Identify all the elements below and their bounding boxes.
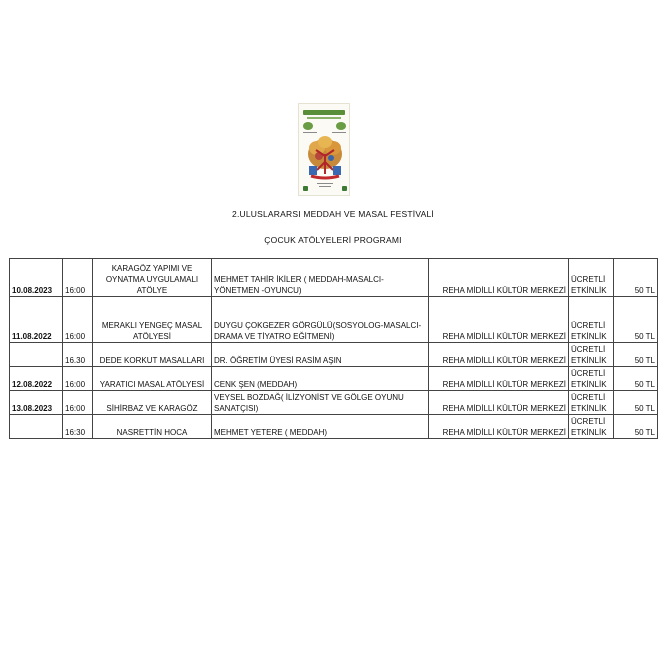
venue-cell: REHA MİDİLLİ KÜLTÜR MERKEZİ — [429, 343, 569, 367]
trainer-cell: DUYGU ÇOKGEZER GÖRGÜLÜ(SOSYOLOG-MASALCI-DRAMA VE TİYATRO EĞİTMENİ) — [212, 297, 429, 343]
time-cell: 16.30 — [63, 343, 93, 367]
date-cell — [10, 415, 63, 439]
type-cell: ÜCRETLİ ETKİNLİK — [569, 297, 614, 343]
time-cell: 16:00 — [63, 297, 93, 343]
sponsor-logo-icon — [342, 186, 347, 191]
table-row — [10, 391, 658, 415]
sponsor-logo-icon — [303, 186, 308, 191]
type-cell: ÜCRETLİ ETKİNLİK — [569, 415, 614, 439]
poster-text-line — [317, 183, 333, 184]
activity-cell: YARATICI MASAL ATÖLYESİ — [93, 367, 212, 391]
festival-poster-image — [298, 103, 350, 196]
venue-cell: REHA MİDİLLİ KÜLTÜR MERKEZİ — [429, 367, 569, 391]
price-cell: 50 TL — [614, 415, 658, 439]
type-cell: ÜCRETLİ ETKİNLİK — [569, 391, 614, 415]
time-cell: 16:00 — [63, 391, 93, 415]
table-row — [10, 343, 658, 367]
time-cell: 16:00 — [63, 367, 93, 391]
type-cell: ÜCRETLİ ETKİNLİK — [569, 259, 614, 297]
trainer-cell: DR. ÖĞRETİM ÜYESİ RASİM AŞIN — [212, 343, 429, 367]
activity-cell: KARAGÖZ YAPIMI VE OYNATMA UYGULAMALI ATÖLYE — [93, 259, 212, 297]
table-row — [10, 415, 658, 439]
date-cell: 11.08.2022 — [10, 297, 63, 343]
price-cell: 50 TL — [614, 259, 658, 297]
trainer-cell: CENK ŞEN (MEDDAH) — [212, 367, 429, 391]
table-row — [10, 259, 658, 297]
poster-sponsor-logos — [303, 186, 347, 191]
table-row — [10, 297, 658, 343]
date-cell — [10, 343, 63, 367]
date-cell: 12.08.2022 — [10, 367, 63, 391]
date-cell: 13.08.2023 — [10, 391, 63, 415]
program-title: ÇOCUK ATÖLYELERİ PROGRAMI — [264, 235, 402, 245]
activity-cell: NASRETTİN HOCA — [93, 415, 212, 439]
venue-cell: REHA MİDİLLİ KÜLTÜR MERKEZİ — [429, 297, 569, 343]
activity-cell: DEDE KORKUT MASALLARI — [93, 343, 212, 367]
price-cell: 50 TL — [614, 391, 658, 415]
price-cell: 50 TL — [614, 297, 658, 343]
venue-cell: REHA MİDİLLİ KÜLTÜR MERKEZİ — [429, 391, 569, 415]
time-cell: 16:00 — [63, 259, 93, 297]
trainer-cell: MEHMET YETERE ( MEDDAH) — [212, 415, 429, 439]
festival-title: 2.ULUSLARARSI MEDDAH VE MASAL FESTİVALİ — [232, 209, 434, 219]
activity-cell: SİHİRBAZ VE KARAGÖZ — [93, 391, 212, 415]
date-cell: 10.08.2023 — [10, 259, 63, 297]
venue-cell: REHA MİDİLLİ KÜLTÜR MERKEZİ — [429, 259, 569, 297]
trainer-cell: MEHMET TAHİR İKİLER ( MEDDAH-MASALCI-YÖNETMEN -OYUNCU) — [212, 259, 429, 297]
price-cell: 50 TL — [614, 367, 658, 391]
activity-cell: MERAKLI YENGEÇ MASAL ATÖLYESİ — [93, 297, 212, 343]
table-row — [10, 367, 658, 391]
type-cell: ÜCRETLİ ETKİNLİK — [569, 343, 614, 367]
venue-cell: REHA MİDİLLİ KÜLTÜR MERKEZİ — [429, 415, 569, 439]
type-cell: ÜCRETLİ ETKİNLİK — [569, 367, 614, 391]
trainer-cell: VEYSEL BOZDAĞ( İLİZYONİST VE GÖLGE OYUNU SANATÇISI) — [212, 391, 429, 415]
time-cell: 16:30 — [63, 415, 93, 439]
program-table — [9, 258, 658, 439]
price-cell: 50 TL — [614, 343, 658, 367]
